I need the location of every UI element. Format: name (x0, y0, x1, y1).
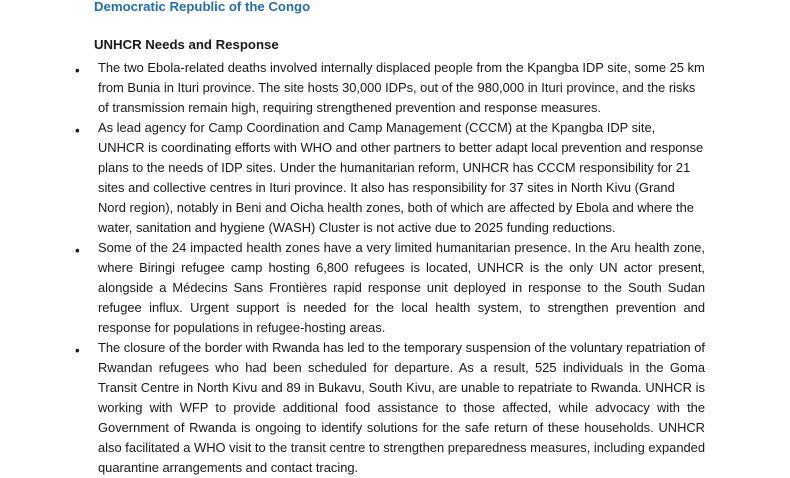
bullet-text: The closure of the border with Rwanda has led to the temporary suspension of the voluntary repatriation of Rwandan refugees who had been scheduled for departure. As a result, 525 individuals in the Goma Transit Centre in North Kivu and 89 in Bukavu, South Kivu, are unable to repatriate to Rwanda. UNHCR is working with WFP to provide additional food assistance to those affected, while advocacy with the Government of Rwanda is ongoing to identify solutions for the safe return of these households. UNHCR also facilitated a WHO visit to the transit centre to strengthen preparedness measures, including expanded quarantine arrangements and contact tracing. (98, 340, 705, 475)
bullet-list (0, 58, 790, 478)
list-item (0, 118, 790, 238)
bullet-text: The two Ebola-related deaths involved internally displaced people from the Kpangba IDP site, some 25 km from Bunia in Ituri province. The site hosts 30,000 IDPs, out of the 980,000 in Ituri province, and the risks of transmission remain high, requiring strengthened prevention and response measures. (98, 60, 705, 115)
section-heading: UNHCR Needs and Response (94, 37, 279, 52)
list-item (0, 238, 790, 338)
bullet-icon: • (75, 343, 80, 358)
bullet-icon: • (75, 243, 80, 258)
bullet-icon: • (75, 123, 80, 138)
list-item (0, 338, 790, 478)
bullet-text: Some of the 24 impacted health zones have a very limited humanitarian presence. In the Aru health zone, where Biringi refugee camp hosting 6,800 refugees is located, UNHCR is the only UN actor present, alongside a Médecins Sans Frontières rapid response unit deployed in response to the South Sudan refugee influx. Urgent support is needed for the local health system, to strengthen prevention and response for populations in refugee-hosting areas. (98, 240, 705, 335)
country-heading: Democratic Republic of the Congo (94, 0, 311, 14)
bullet-icon: • (75, 63, 80, 78)
bullet-text: As lead agency for Camp Coordination and Camp Management (CCCM) at the Kpangba IDP site, UNHCR is coordinating efforts with WHO and other partners to better adapt local prevention and response plans to the needs of IDP sites. Under the humanitarian reform, UNHCR has CCCM responsibility for 21 sites and collective centres in Ituri province. It also has responsibility for 37 sites in North Kivu (Grand Nord region), notably in Beni and Oicha health zones, both of which are affected by Ebola and where the water, sanitation and hygiene (WASH) Cluster is not active due to 2025 funding reductions. (98, 120, 704, 235)
list-item (0, 58, 790, 118)
